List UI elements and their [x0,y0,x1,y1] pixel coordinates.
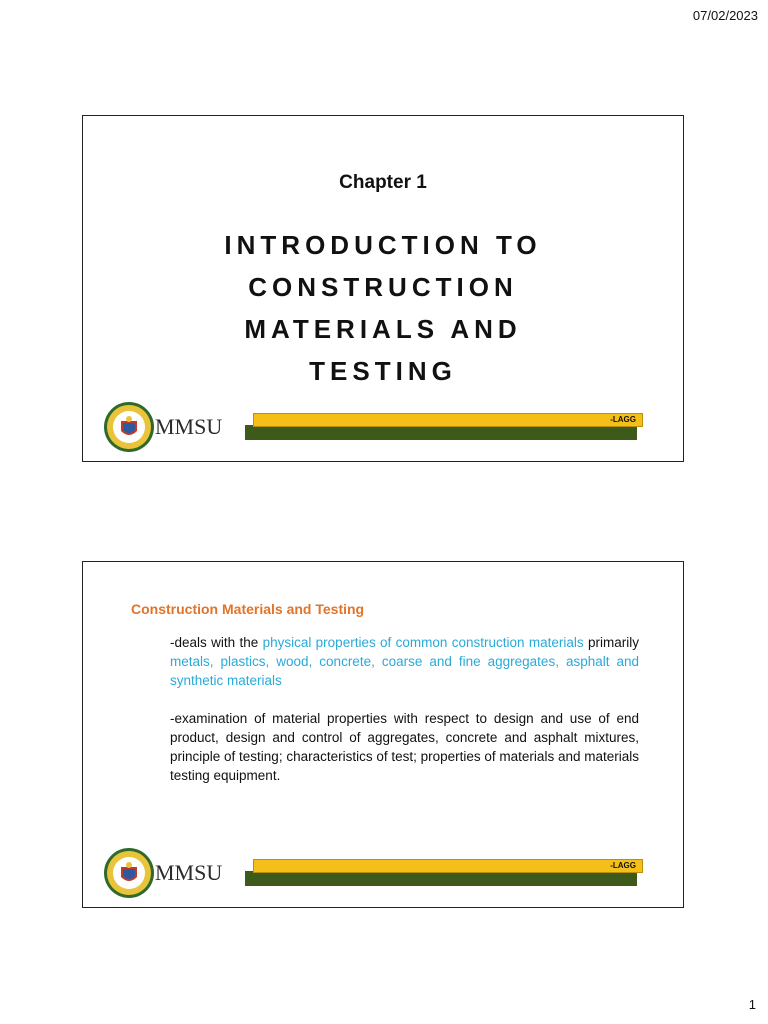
paragraph-1 [170,633,639,690]
footer-yellow-bar [253,413,643,427]
slide-1 [82,115,684,462]
para-text: -deals with the [170,635,263,650]
slide-title [83,224,683,392]
slide-2 [82,561,684,908]
highlight-text: metals, plastics, wood, concrete, coarse and fine aggregates, asphalt and synthetic materials [170,654,639,688]
paragraph-2: -examination of material properties with respect to design and use of end product, design and control of aggregates, concrete and asphalt mixtures, principle of testing; characteristics of test; properties of materials and materials testing equipment. [170,711,639,783]
title-line: CONSTRUCTION [248,272,518,302]
chapter-label: Chapter 1 [339,172,427,193]
footer-yellow-bar [253,859,643,873]
title-line: MATERIALS AND [244,314,522,344]
date-header: 07/02/2023 [692,8,758,23]
university-seal-icon [103,847,155,899]
title-line: TESTING [309,356,457,386]
logo-text: MMSU [155,860,223,885]
author-tag: -LAGG [610,415,636,424]
highlight-text: physical properties of common construction materials [262,635,584,650]
para-text: primarily [583,635,639,650]
slide-heading: Construction Materials and Testing [131,601,365,617]
footer-green-bar [245,871,637,886]
university-seal-icon [103,401,155,453]
logo-text: MMSU [155,414,223,439]
title-line: INTRODUCTION TO [224,230,542,260]
slide-footer [103,847,663,899]
slide-footer [103,401,663,453]
footer-green-bar [245,425,637,440]
page-number: 1 [748,997,756,1012]
author-tag: -LAGG [610,861,636,870]
